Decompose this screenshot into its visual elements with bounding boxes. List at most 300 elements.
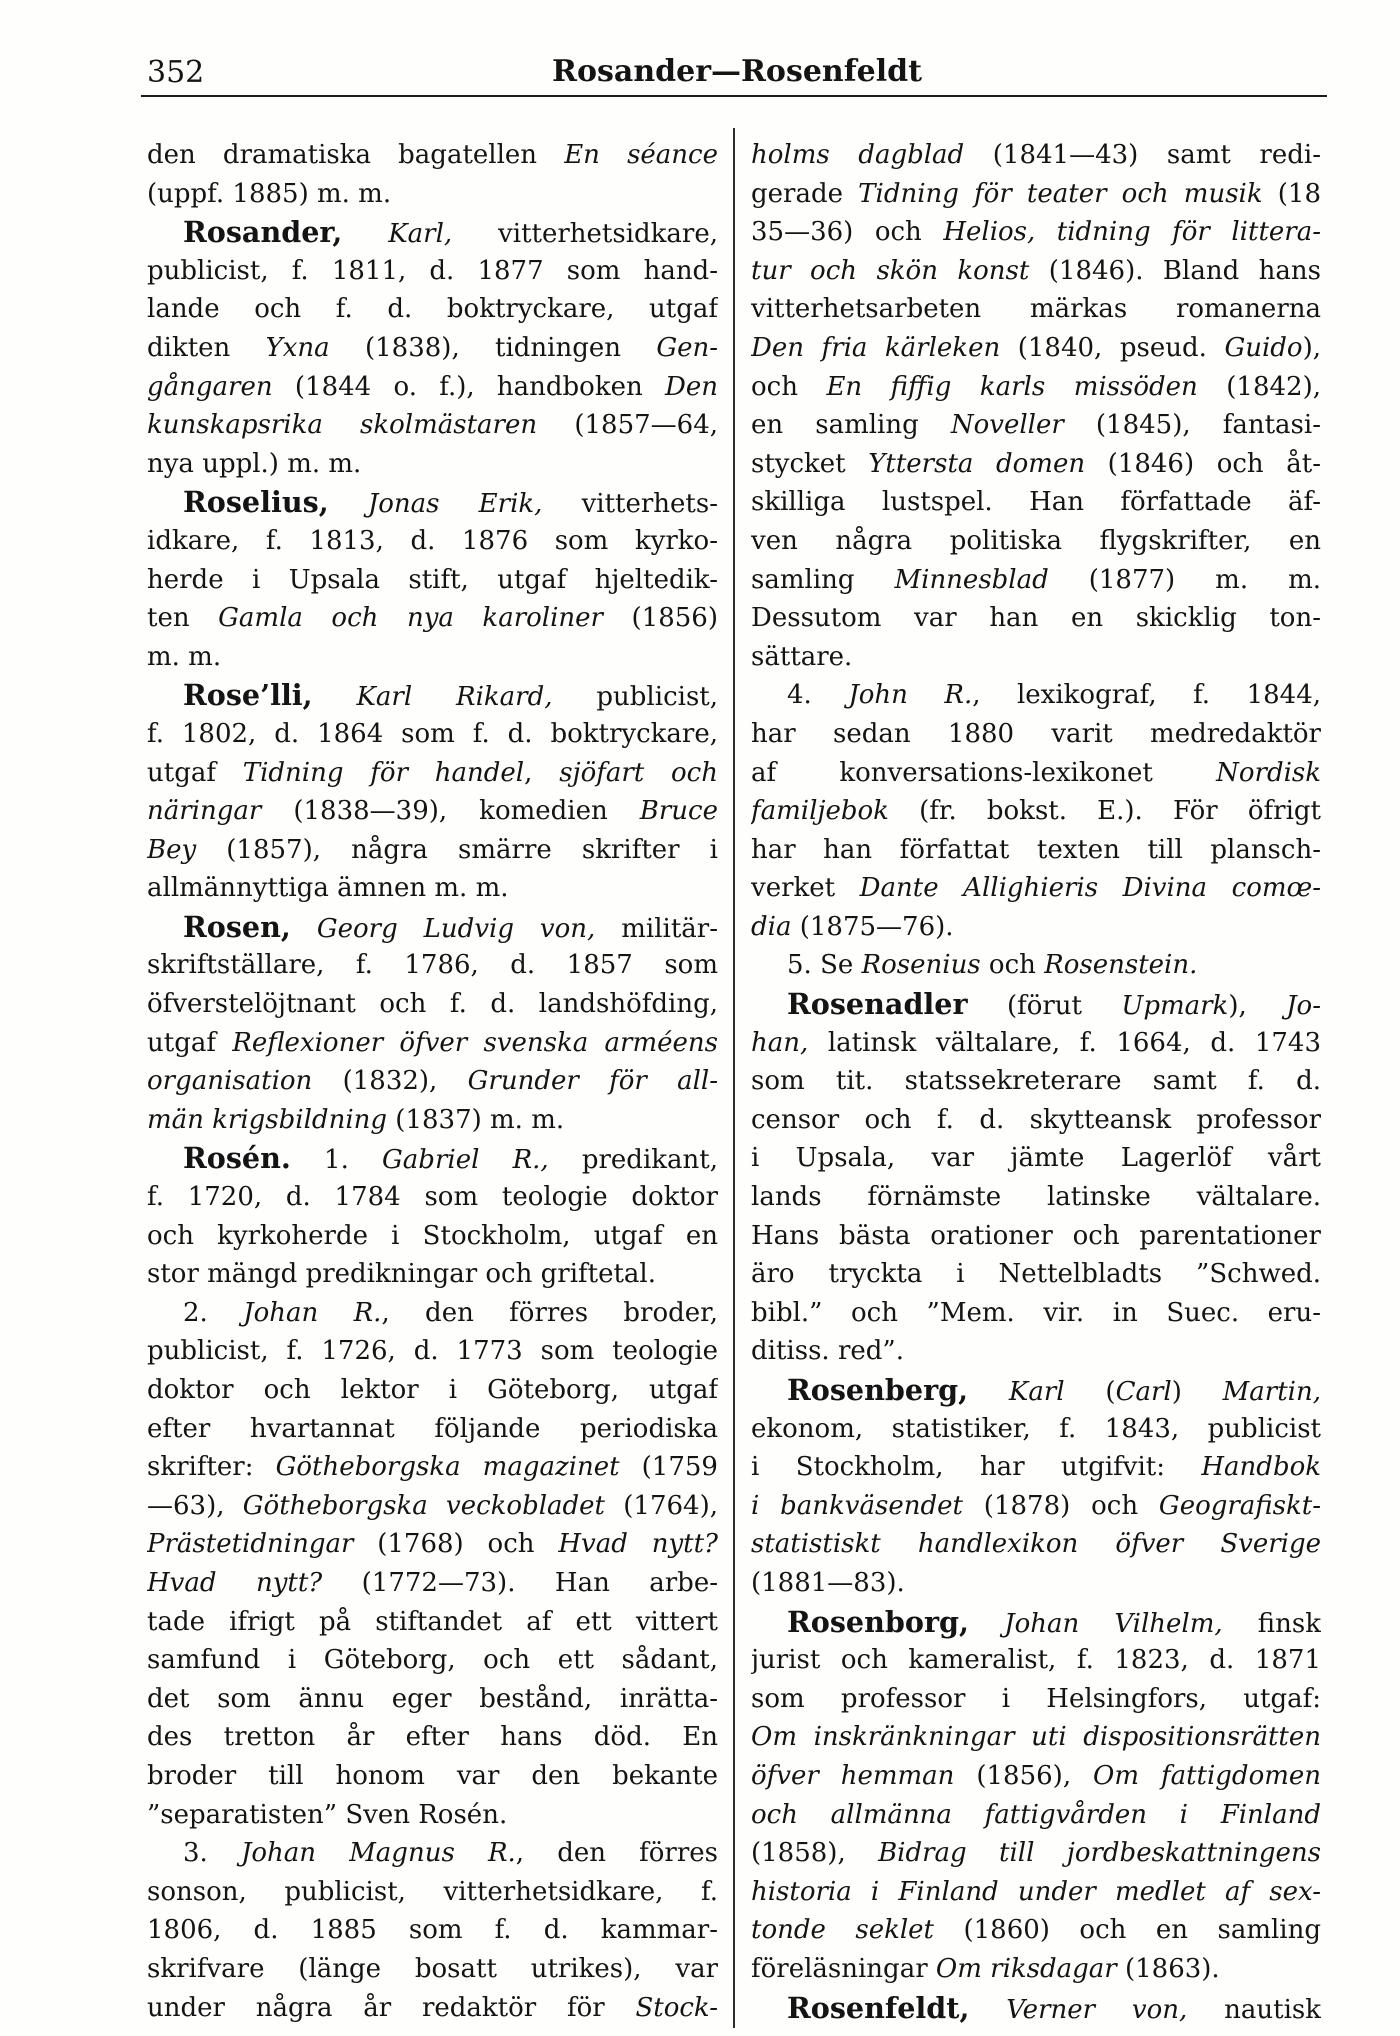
body-text: ten — [147, 603, 219, 634]
text-line — [147, 1217, 718, 1256]
text-line — [751, 1448, 1321, 1487]
text-line — [147, 522, 718, 561]
body-text: stor mängd predikningar och griftetal. — [147, 1259, 657, 1290]
italic-title: sjöfart och — [559, 757, 718, 788]
body-text: 35—36) och — [751, 217, 944, 248]
text-line — [751, 676, 1321, 715]
italic-title: Geografiskt- — [1158, 1490, 1321, 1521]
italic-title: dia — [751, 911, 792, 942]
italic-title: i bankväsendet — [751, 1490, 963, 1521]
italic-title: Upmark — [1121, 991, 1229, 1022]
entry-continuation — [147, 136, 718, 213]
body-text: 2. — [183, 1297, 244, 1328]
body-text: stycket — [751, 448, 869, 479]
text-line — [751, 946, 1321, 985]
italic-title: Tidning för handel — [242, 757, 525, 788]
text-line — [751, 985, 1321, 1024]
body-text: idkare, f. 1813, d. 1876 som kyrko- — [147, 525, 718, 556]
body-text: 1806, d. 1885 som f. d. kammar- — [147, 1915, 718, 1946]
text-line — [147, 1564, 718, 1603]
body-text: (1845), fantasi- — [1063, 410, 1321, 441]
text-line — [147, 1332, 718, 1371]
italic-title: Georg Ludvig von, — [290, 913, 596, 944]
body-text: har han författat texten till plansch- — [751, 834, 1321, 865]
body-text: (1842), — [1197, 371, 1321, 402]
text-line — [147, 676, 718, 715]
italic-title: Om riksdagar — [935, 1953, 1117, 1984]
body-text: (fr. bokst. E.). För öfrigt — [888, 796, 1321, 827]
entry-headword: Rosenborg, — [787, 1604, 969, 1639]
italic-title: statistiskt handlexikon öfver Sverige — [751, 1529, 1321, 1560]
page-number: 352 — [147, 55, 205, 90]
text-line — [147, 946, 718, 985]
italic-title: Gamla och nya karoliner — [218, 603, 603, 634]
body-text: lands förnämste latinske vältalare. — [751, 1182, 1321, 1213]
italic-title: Gabriel R., — [382, 1145, 549, 1176]
text-line — [147, 1525, 718, 1564]
italic-title: Minnesblad — [894, 564, 1049, 595]
body-text: ven några politiska flygskrifter, en — [751, 525, 1321, 556]
body-text: öfverstelöjtnant och f. d. landshöfding, — [147, 989, 718, 1020]
italic-title: Den fria kärleken — [751, 332, 1001, 363]
text-line — [147, 908, 718, 947]
text-line — [751, 368, 1321, 407]
text-line — [147, 1024, 718, 1063]
running-head: Rosander—Rosenfeldt — [552, 54, 922, 89]
text-line — [147, 754, 718, 793]
body-text: publicist, — [552, 682, 718, 713]
body-text: äro tryckta i Nettelbladts ”Schwed. — [751, 1259, 1321, 1290]
entry-headword: Rosenadler — [787, 987, 968, 1022]
body-text: dikten — [147, 332, 266, 363]
body-text: (1759 — [619, 1452, 718, 1483]
body-text: utgaf — [147, 1027, 233, 1058]
body-text: predikant, — [548, 1145, 718, 1176]
body-text: som tit. statssekreterare samt f. d. — [751, 1066, 1321, 1097]
text-line — [751, 908, 1321, 947]
body-text: , — [524, 757, 560, 788]
italic-title: kunskapsrika skolmästaren — [147, 410, 538, 441]
body-text: skrifvare (länge bosatt utrikes), var — [147, 1953, 718, 1984]
italic-title: Tidning för teater och musik — [858, 178, 1263, 209]
dictionary-entry — [751, 676, 1321, 946]
dictionary-entry — [147, 1139, 718, 1293]
body-text: af konversations-lexikonet — [751, 757, 1217, 788]
dictionary-entry — [751, 946, 1321, 985]
italic-title: Guido — [1224, 332, 1303, 363]
body-text: Hans bästa orationer och parentationer — [751, 1220, 1321, 1251]
body-text: (1837) m. m. — [387, 1104, 565, 1135]
text-line — [147, 1989, 718, 2028]
text-line — [751, 1680, 1321, 1719]
text-line — [147, 1834, 718, 1873]
text-line — [147, 1371, 718, 1410]
text-line — [147, 252, 718, 291]
text-line — [147, 1796, 718, 1835]
body-text: nya uppl.) m. m. — [147, 448, 362, 479]
column-divider — [733, 128, 735, 2028]
italic-title: Götheborgska veckobladet — [242, 1490, 606, 1521]
italic-title: Götheborgska magazinet — [275, 1452, 620, 1483]
italic-title: Om fattigdomen — [1093, 1760, 1321, 1791]
text-line — [751, 136, 1321, 175]
text-line — [751, 1217, 1321, 1256]
text-line — [751, 1024, 1321, 1063]
italic-title: Bey — [147, 834, 197, 865]
dictionary-entry — [751, 985, 1321, 1371]
text-line — [147, 985, 718, 1024]
text-line — [751, 1294, 1321, 1333]
text-line — [147, 1294, 718, 1333]
text-line — [751, 1062, 1321, 1101]
body-text: 3. — [183, 1838, 241, 1869]
body-text: (1838), tidningen — [329, 332, 657, 363]
text-line — [147, 1410, 718, 1449]
italic-title: han, — [751, 1027, 809, 1058]
body-text: (1857—64, — [537, 410, 718, 441]
body-text: , den förres broder, — [381, 1297, 718, 1328]
text-line — [751, 406, 1321, 445]
text-line — [751, 1796, 1321, 1835]
body-text: publicist, f. 1811, d. 1877 som hand- — [147, 255, 718, 286]
dictionary-entry — [147, 908, 718, 1140]
body-text: f. 1720, d. 1784 som teologie doktor — [147, 1182, 718, 1213]
text-line — [147, 1139, 718, 1178]
text-line — [147, 213, 718, 252]
body-text: och — [751, 371, 827, 402]
body-text: 4. — [787, 680, 849, 711]
text-line — [147, 1911, 718, 1950]
text-line — [147, 483, 718, 522]
body-text: allmännyttiga ämnen m. m. — [147, 873, 509, 904]
body-text: (1846) och åt- — [1085, 448, 1321, 479]
text-line — [751, 1603, 1321, 1642]
italic-title: Carl — [1115, 1377, 1172, 1407]
body-text: publicist, f. 1726, d. 1773 som teologie — [147, 1336, 718, 1367]
body-text: jurist och kameralist, f. 1823, d. 1871 — [751, 1645, 1321, 1676]
body-text: skrifter: — [147, 1452, 276, 1483]
body-text: ( — [1064, 1377, 1116, 1407]
body-text: vitterhets- — [542, 489, 718, 520]
italic-title: Bidrag till jordbeskattningens — [878, 1838, 1321, 1869]
body-text: (1841—43) samt redi- — [964, 140, 1321, 170]
body-text: nautisk — [1187, 1994, 1321, 2025]
italic-title: Rosenstein. — [1044, 950, 1198, 981]
italic-title: och allmänna fattigvården i Finland — [751, 1799, 1321, 1830]
body-text: doktor och lektor i Göteborg, utgaf — [147, 1375, 718, 1405]
text-line — [147, 1950, 718, 1989]
text-line — [147, 1062, 718, 1101]
italic-title: Karl Rikard, — [312, 682, 553, 713]
body-text: som professor i Helsingfors, utgaf: — [751, 1683, 1321, 1714]
italic-title: historia i Finland under medlet af sex- — [751, 1876, 1321, 1907]
body-text: sonson, publicist, vitterhetsidkare, f. — [147, 1876, 718, 1907]
body-text: (1860) och en samling — [934, 1915, 1321, 1946]
entry-headword: Rosén. — [183, 1141, 291, 1176]
italic-title: Helios, tidning för littera- — [943, 217, 1321, 248]
body-text: vitterhetsarbeten märkas romanerna — [751, 294, 1321, 325]
text-line — [147, 561, 718, 600]
text-line — [147, 1680, 718, 1719]
body-text: ”separatisten” Sven Rosén. — [147, 1799, 508, 1830]
text-line — [147, 136, 718, 175]
body-text: sättare. — [751, 641, 853, 672]
body-text: ekonom, statistiker, f. 1843, publicist — [751, 1413, 1321, 1444]
text-line — [147, 329, 718, 368]
italic-title: Rosenius — [861, 950, 981, 981]
body-text: latinsk vältalare, f. 1664, d. 1743 — [808, 1027, 1321, 1058]
body-text: och — [980, 950, 1045, 981]
text-line — [751, 1911, 1321, 1950]
body-text: , lexikograf, f. 1844, — [972, 680, 1321, 711]
italic-title: öfver hemman — [751, 1760, 955, 1791]
text-line — [147, 792, 718, 831]
italic-title: Johan Magnus R. — [240, 1838, 516, 1869]
text-line — [751, 175, 1321, 214]
text-line — [751, 754, 1321, 793]
body-text: f. 1802, d. 1864 som f. d. boktryckare, — [147, 718, 718, 749]
body-text: utgaf — [147, 757, 243, 788]
italic-title: Jonas Erik, — [328, 489, 543, 520]
text-line — [751, 1641, 1321, 1680]
italic-title: Martin, — [1222, 1377, 1321, 1407]
right-column — [751, 136, 1321, 2027]
italic-title: Stock- — [635, 1992, 718, 2023]
body-text: (1857), några smärre skrifter i — [196, 834, 718, 865]
header-rule — [141, 95, 1327, 97]
text-line — [147, 406, 718, 445]
text-line — [147, 869, 718, 908]
body-text: ditiss. red”. — [751, 1336, 904, 1367]
italic-title: Nordisk — [1216, 757, 1321, 788]
body-text: (1764), — [605, 1490, 718, 1521]
italic-title: Dante Allighieris Divina comœ- — [859, 873, 1321, 904]
dictionary-entry — [751, 1989, 1321, 2028]
text-line — [751, 1255, 1321, 1294]
entry-headword: Rosen, — [183, 909, 291, 944]
italic-title: Bruce — [639, 796, 718, 827]
italic-title: tur och skön konst — [751, 255, 1030, 286]
italic-title: Reflexioner öfver svenska arméens — [232, 1027, 718, 1058]
body-text: finsk — [1222, 1608, 1321, 1639]
body-text: ), — [1302, 332, 1321, 363]
text-line — [147, 1641, 718, 1680]
text-line — [751, 483, 1321, 522]
body-text: har sedan 1880 varit medredaktör — [751, 718, 1321, 749]
italic-title: gångaren — [147, 371, 273, 402]
italic-title: Om inskränkningar uti dispositionsrätten — [751, 1722, 1321, 1753]
body-text: 1. — [290, 1145, 383, 1176]
text-line — [147, 1101, 718, 1140]
italic-title: Yxna — [265, 332, 330, 363]
italic-title: näringar — [147, 796, 262, 827]
body-text: herde i Upsala stift, utgaf hjeltedik- — [147, 564, 718, 595]
text-line — [147, 1178, 718, 1217]
text-line — [751, 1101, 1321, 1140]
body-text: (1856) — [602, 603, 718, 634]
body-text: (1863). — [1116, 1953, 1220, 1984]
body-text: ), — [1228, 991, 1287, 1022]
text-line — [147, 1487, 718, 1526]
text-line — [751, 638, 1321, 677]
body-text: en samling — [751, 410, 951, 441]
dictionary-entry — [751, 1603, 1321, 1989]
body-text: (1832), — [312, 1066, 468, 1097]
body-text: (1875—76). — [791, 911, 954, 942]
dictionary-entry — [147, 483, 718, 676]
italic-title: Karl — [968, 1377, 1065, 1407]
text-line — [751, 252, 1321, 291]
text-line — [751, 1564, 1321, 1603]
body-text: efter hvartannat följande periodiska — [147, 1413, 718, 1444]
text-line — [751, 290, 1321, 329]
italic-title: John R. — [848, 680, 973, 711]
body-text: under några år redaktör för — [147, 1992, 636, 2023]
italic-title: Yttersta domen — [868, 448, 1086, 479]
body-text: den dramatiska bagatellen — [147, 140, 565, 170]
text-line — [147, 831, 718, 870]
body-text: des tretton år efter hans död. En — [147, 1722, 718, 1753]
text-line — [751, 1718, 1321, 1757]
italic-title: holms dagblad — [751, 140, 965, 170]
body-text: —63), — [147, 1490, 243, 1521]
body-text: föreläsningar — [751, 1953, 936, 1984]
text-line — [751, 1178, 1321, 1217]
italic-title: En séance — [564, 140, 718, 170]
text-line — [751, 1989, 1321, 2028]
text-line — [751, 522, 1321, 561]
body-text: (1768) och — [353, 1529, 559, 1560]
text-line — [751, 1332, 1321, 1371]
italic-title: Handbok — [1201, 1452, 1321, 1483]
italic-title: Gen- — [656, 332, 718, 363]
italic-title: Noveller — [950, 410, 1064, 441]
text-line — [751, 445, 1321, 484]
text-line — [751, 1873, 1321, 1912]
body-text: , den förres — [515, 1838, 718, 1869]
body-text: Dessutom var han en skicklig ton- — [751, 603, 1321, 634]
text-line — [751, 1487, 1321, 1526]
dictionary-entry — [147, 213, 718, 483]
body-text: i Upsala, var jämte Lagerlöf vårt — [751, 1143, 1321, 1174]
body-text: broder till honom var den bekante — [147, 1760, 718, 1791]
entry-headword: Rosenberg, — [787, 1373, 969, 1407]
dictionary-entry — [751, 1371, 1321, 1603]
body-text: gerade — [751, 178, 859, 209]
body-text: bibl.” och ”Mem. vir. in Suec. eru- — [751, 1297, 1321, 1328]
italic-title: organisation — [147, 1066, 313, 1097]
text-line — [147, 1255, 718, 1294]
text-line — [147, 1718, 718, 1757]
body-text: (förut — [967, 991, 1122, 1022]
body-text: i Stockholm, har utgifvit: — [751, 1452, 1202, 1483]
italic-title: Grunder för all- — [467, 1066, 718, 1097]
text-line — [147, 1603, 718, 1642]
body-text: (1878) och — [962, 1490, 1159, 1521]
body-text: (1877) m. m. — [1048, 564, 1321, 595]
body-text: tade ifrigt på stiftandet af ett vittert — [147, 1606, 718, 1637]
body-text: (1772—73). Han arbe- — [322, 1567, 718, 1598]
dictionary-entry — [147, 1834, 718, 2027]
body-text: (1846). Bland hans — [1029, 255, 1321, 286]
body-text: (1840, pseud. — [1000, 332, 1225, 363]
entry-headword: Rosenfeldt, — [787, 1990, 970, 2025]
entry-headword: Rosander, — [183, 215, 343, 250]
text-line — [751, 599, 1321, 638]
text-line — [751, 715, 1321, 754]
text-line — [751, 1139, 1321, 1178]
body-text: (1881—83). — [751, 1567, 905, 1598]
text-line — [751, 1525, 1321, 1564]
text-line — [751, 1410, 1321, 1449]
text-line — [751, 869, 1321, 908]
text-line — [147, 175, 718, 214]
body-text: militär- — [595, 913, 718, 944]
body-text: skriftställare, f. 1786, d. 1857 som — [147, 950, 718, 981]
italic-title: Karl, — [342, 219, 453, 250]
text-line — [147, 1448, 718, 1487]
text-line — [751, 1371, 1321, 1410]
text-line — [751, 1950, 1321, 1989]
text-line — [751, 792, 1321, 831]
text-line — [147, 1757, 718, 1796]
text-line — [147, 599, 718, 638]
body-text: (1844 o. f.), handboken — [272, 371, 666, 402]
italic-title: Jo- — [1286, 991, 1321, 1022]
text-line — [751, 561, 1321, 600]
body-text: (1856), — [954, 1760, 1094, 1791]
text-line — [751, 1834, 1321, 1873]
body-text: (1858), — [751, 1838, 879, 1869]
body-text: censor och f. d. skytteansk professor — [751, 1104, 1321, 1135]
text-line — [147, 368, 718, 407]
left-column — [147, 136, 718, 2027]
italic-title: Prästetidningar — [147, 1529, 354, 1560]
body-text: (1838—39), komedien — [261, 796, 640, 827]
entry-continuation — [751, 136, 1321, 676]
italic-title: Hvad nytt? — [147, 1567, 323, 1598]
body-text: (uppf. 1885) m. m. — [147, 178, 392, 209]
text-line — [751, 1757, 1321, 1796]
text-line — [147, 715, 718, 754]
italic-title: Johan Vilhelm, — [969, 1608, 1223, 1639]
entry-headword: Rose’lli, — [183, 678, 313, 713]
italic-title: Johan R. — [243, 1297, 382, 1328]
italic-title: Den — [665, 371, 718, 402]
dictionary-entry — [147, 676, 718, 908]
body-text: samling — [751, 564, 895, 595]
dictionary-entry — [147, 1294, 718, 1834]
body-text: (18 — [1262, 178, 1321, 209]
body-text: och kyrkoherde i Stockholm, utgaf en — [147, 1220, 718, 1251]
italic-title: Hvad nytt? — [558, 1529, 718, 1560]
text-line — [751, 213, 1321, 252]
text-line — [147, 1873, 718, 1912]
text-line — [751, 329, 1321, 368]
text-line — [147, 445, 718, 484]
body-text: lande och f. d. boktryckare, utgaf — [147, 294, 718, 325]
italic-title: Verner von, — [969, 1994, 1188, 2025]
text-line — [147, 290, 718, 329]
italic-title: män krigsbildning — [147, 1104, 388, 1135]
text-line — [147, 638, 718, 677]
body-text: vitterhetsidkare, — [452, 219, 718, 250]
body-text: 5. Se — [787, 950, 862, 981]
body-text: m. m. — [147, 641, 222, 672]
text-line — [751, 831, 1321, 870]
body-text: ) — [1171, 1377, 1223, 1407]
italic-title: familjebok — [751, 796, 889, 827]
